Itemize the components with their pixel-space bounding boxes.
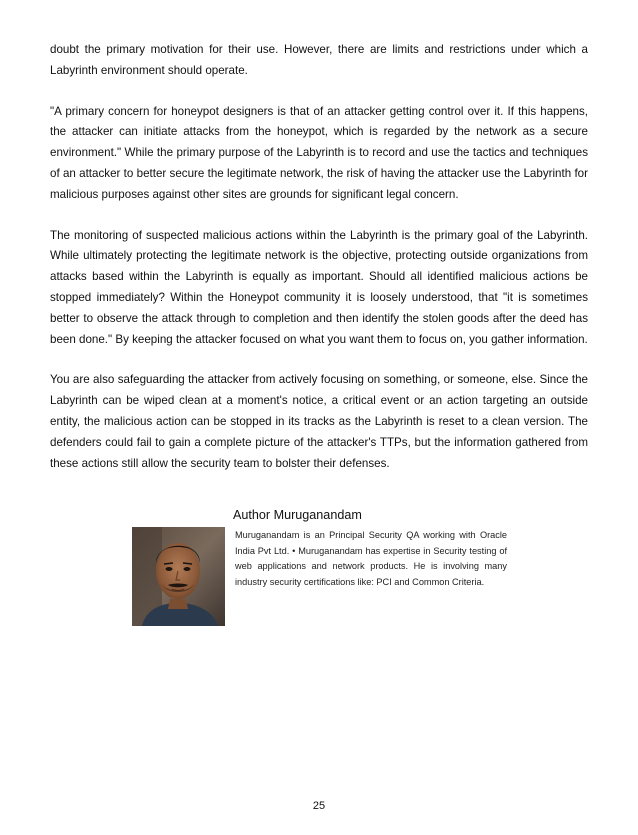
paragraph-1: doubt the primary motivation for their use. However, there are limits and restrictions under which a Labyrinth environment should operate. bbox=[50, 43, 588, 77]
paragraph-2: "A primary concern for honeypot designers is that of an attacker getting control over it. If this happens, the attacker can initiate attacks from the honeypot, which is regarded by the network as a secure environment." While the primary purpose of the Labyrinth is to record and use the tactics and techniques of an attacker to better secure the legitimate network, the risk of having the attacker use the Labyrinth for malicious purposes against other sites are grounds for significant legal concern. bbox=[50, 104, 588, 201]
paragraph-3: The monitoring of suspected malicious actions within the Labyrinth is the primary goal of the Labyrinth. While ultimately protecting the legitimate network is the objective, protecting outside organizations from attacks based within the Labyrinth is equally as important. Should all identified malicious actions be stopped immediately? Within the Honeypot community it is loosely understood, that "it is sometimes better to observe the attack through to completion and then identify the stolen goods after the deed has been done." By keeping the attacker focused on what you want them to focus on, you gather information. bbox=[50, 228, 588, 346]
body-text bbox=[50, 40, 588, 494]
page-number: 25 bbox=[312, 800, 326, 812]
author-bio: Muruganandam is an Principal Security QA working with Oracle India Pvt Ltd. • Muruganandam has expertise in Security testing of web applications and network products. He is involving many industry security certifications like: PCI and Common Criteria. bbox=[235, 530, 507, 588]
author-section bbox=[132, 507, 512, 617]
author-heading: Author Muruganandam bbox=[233, 508, 362, 522]
author-photo bbox=[132, 527, 225, 626]
paragraph-4: You are also safeguarding the attacker from actively focusing on something, or someone, else. Since the Labyrinth can be wiped clean at a moment's notice, a critical event or an action targeting an outside entity, the malicious action can be stopped in its tracks as the Labyrinth is reset to a clean version. The defenders could fail to gain a complete picture of the attacker's TTPs, but the information gathered from these actions still allow the security team to bolster their defenses. bbox=[50, 373, 588, 470]
